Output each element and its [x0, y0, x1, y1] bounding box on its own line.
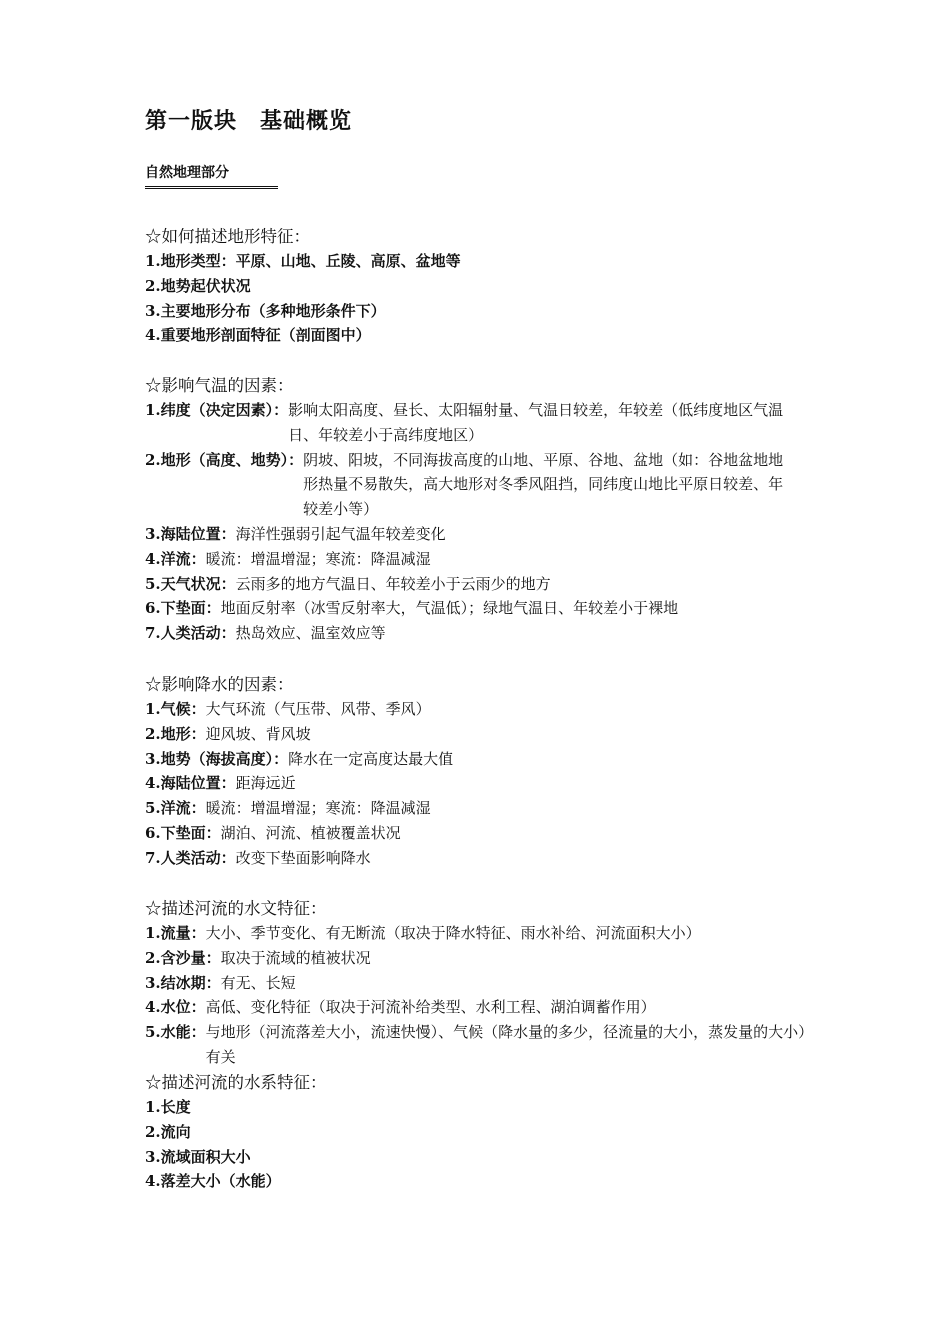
item-label: 1.纬度（决定因素）： [145, 401, 289, 419]
item-text: 改变下垫面影响降水 [235, 848, 371, 867]
section-heading: ☆描述河流的水系特征： [145, 1073, 327, 1092]
item-text: 湖泊、河流、植被覆盖状况 [220, 823, 401, 842]
item-label: 4.洋流： [145, 549, 206, 568]
section-river-hydrology [145, 896, 825, 1070]
item-text: 热岛效应、温室效应等 [235, 624, 386, 643]
item-text: 距海远近 [235, 774, 296, 793]
item-label: 6.下垫面： [145, 823, 221, 842]
item-text: 取决于流域的植被状况 [220, 948, 371, 967]
list-item [145, 946, 825, 971]
list-item [145, 596, 825, 621]
item-text: 海洋性强弱引起气温年较差变化 [235, 524, 446, 543]
list-item [145, 971, 825, 996]
list-item: 2.地势起伏状况 [145, 276, 251, 295]
section-heading: ☆如何描述地形特征： [145, 227, 310, 246]
item-label: 1.流量： [145, 924, 206, 942]
item-text: 降水在一定高度达最大值 [288, 749, 454, 768]
item-text: 暖流：增温增湿；寒流：降温减湿 [205, 549, 431, 568]
item-label: 7.人类活动： [145, 848, 236, 867]
item-text: 云雨多的地方气温日、年较差小于云雨少的地方 [235, 574, 551, 593]
list-item [145, 846, 825, 871]
list-item [145, 522, 825, 547]
list-item: 1.长度 [145, 1098, 191, 1116]
list-item: 4.重要地形剖面特征（剖面图中） [145, 326, 371, 345]
list-item [145, 398, 825, 448]
item-label: 1.气候： [145, 700, 206, 718]
list-item: 2.流向 [145, 1122, 191, 1141]
list-item [145, 1020, 825, 1070]
list-item [145, 722, 825, 747]
item-label: 3.海陆位置： [145, 524, 236, 543]
list-item [145, 621, 825, 646]
item-label: 5.洋流： [145, 799, 206, 818]
item-label: 3.地势（海拔高度）： [145, 749, 289, 768]
section-temperature [145, 373, 825, 646]
item-text: 有无、长短 [220, 973, 296, 992]
list-item [145, 547, 825, 572]
item-label: 7.人类活动： [145, 624, 236, 643]
item-label: 4.水位： [145, 998, 206, 1017]
list-item [145, 771, 825, 796]
item-text: 大小、季节变化、有无断流（取决于降水特征、雨水补给、河流面积大小） [205, 924, 701, 942]
list-item [145, 796, 825, 821]
section-heading: ☆描述河流的水文特征： [145, 899, 327, 918]
page-title: 第一版块 基础概览 [145, 108, 353, 134]
list-item: 1.地形类型：平原、山地、丘陵、高原、盆地等 [145, 252, 461, 270]
list-item [145, 747, 825, 772]
item-label: 2.地形： [145, 724, 206, 743]
list-item [145, 995, 825, 1020]
section-heading: ☆影响降水的因素： [145, 675, 294, 694]
list-item [145, 821, 825, 846]
list-item: 3.主要地形分布（多种地形条件下） [145, 301, 386, 320]
section-river-system [145, 1070, 825, 1194]
item-label: 4.海陆位置： [145, 774, 236, 793]
item-text: 高低、变化特征（取决于河流补给类型、水利工程、湖泊调蓄作用） [205, 998, 656, 1017]
item-label: 2.含沙量： [145, 948, 221, 967]
item-text: 迎风坡、背风坡 [205, 724, 311, 743]
item-text: 暖流：增温增湿；寒流：降温减湿 [205, 799, 431, 818]
list-item [145, 572, 825, 597]
list-item [145, 921, 825, 946]
list-item [145, 697, 825, 722]
item-text: 大气环流（气压带、风带、季风） [205, 700, 431, 718]
section-terrain [145, 224, 825, 348]
list-item: 3.流域面积大小 [145, 1147, 251, 1166]
section-precipitation [145, 672, 825, 871]
list-item [145, 448, 825, 522]
item-label: 3.结冰期： [145, 973, 221, 992]
item-text: 阴坡、阳坡，不同海拔高度的山地、平原、谷地、盆地（如：谷地盆地地形热量不易散失，高大地形对冬季风阻挡，同纬度山地比平原日较差、年较差小等） [303, 450, 784, 519]
item-text: 与地形（河流落差大小，流速快慢）、气候（降水量的多少，径流量的大小，蒸发量的大小）有关 [205, 1023, 814, 1066]
item-label: 5.天气状况： [145, 574, 236, 593]
item-label: 2.地形（高度、地势）： [145, 450, 304, 469]
section-subtitle: 自然地理部分 [145, 162, 278, 189]
item-text: 影响太阳高度、昼长、太阳辐射量、气温日较差，年较差（低纬度地区气温日、年较差小于高纬度地区） [288, 401, 784, 444]
list-item: 4.落差大小（水能） [145, 1172, 281, 1191]
item-text: 地面反射率（冰雪反射率大，气温低）；绿地气温日、年较差小于裸地 [220, 599, 679, 618]
item-label: 6.下垫面： [145, 599, 221, 618]
item-label: 5.水能： [145, 1023, 206, 1042]
section-heading: ☆影响气温的因素： [145, 376, 294, 395]
